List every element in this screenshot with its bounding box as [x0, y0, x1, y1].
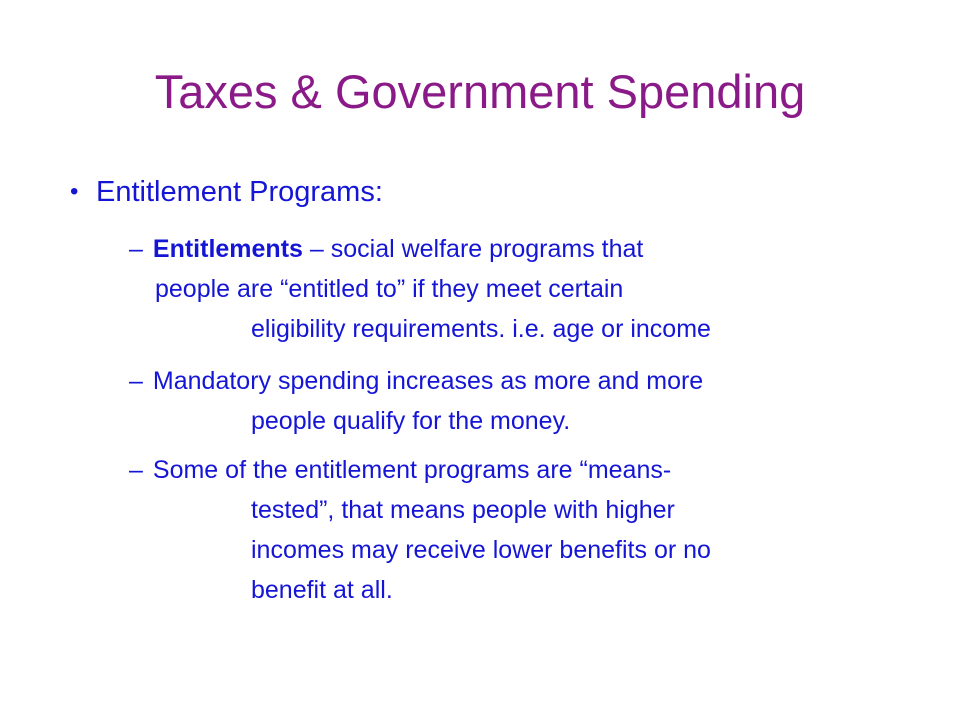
- sub-bullet-means-tested: [129, 450, 919, 610]
- sub-bullet-mandatory-spending: [129, 361, 919, 441]
- sub-bullet-line: [129, 361, 919, 401]
- sub-bullet-line: people are “entitled to” if they meet certain: [155, 275, 624, 303]
- bullet-text: Entitlement Programs:: [96, 176, 383, 208]
- sub-bullet-text: – social welfare programs that: [302, 235, 644, 263]
- sub-bullet-line: eligibility requirements. i.e. age or income: [251, 315, 711, 343]
- sub-bullet-line: tested”, that means people with higher: [251, 496, 675, 524]
- dash-icon: –: [129, 456, 143, 484]
- sub-bullet-line: benefit at all.: [251, 576, 393, 604]
- sub-bullet-line: people qualify for the money.: [251, 407, 571, 435]
- sub-bullet-text: Mandatory spending increases as more and more: [152, 367, 704, 395]
- dash-icon: –: [129, 367, 143, 395]
- slide-title: Taxes & Government Spending: [154, 65, 806, 118]
- sub-bullet-entitlements: [129, 229, 919, 349]
- bullet-entitlement-programs: [70, 172, 383, 212]
- sub-bullet-line: [129, 450, 919, 490]
- dash-icon: –: [129, 235, 143, 263]
- sub-bullet-line: [129, 229, 919, 269]
- bullet-icon: •: [70, 178, 79, 205]
- term-entitlements: Entitlements: [152, 235, 303, 263]
- sub-bullet-text: Some of the entitlement programs are “means-: [152, 456, 672, 484]
- sub-bullet-line: incomes may receive lower benefits or no: [251, 536, 711, 564]
